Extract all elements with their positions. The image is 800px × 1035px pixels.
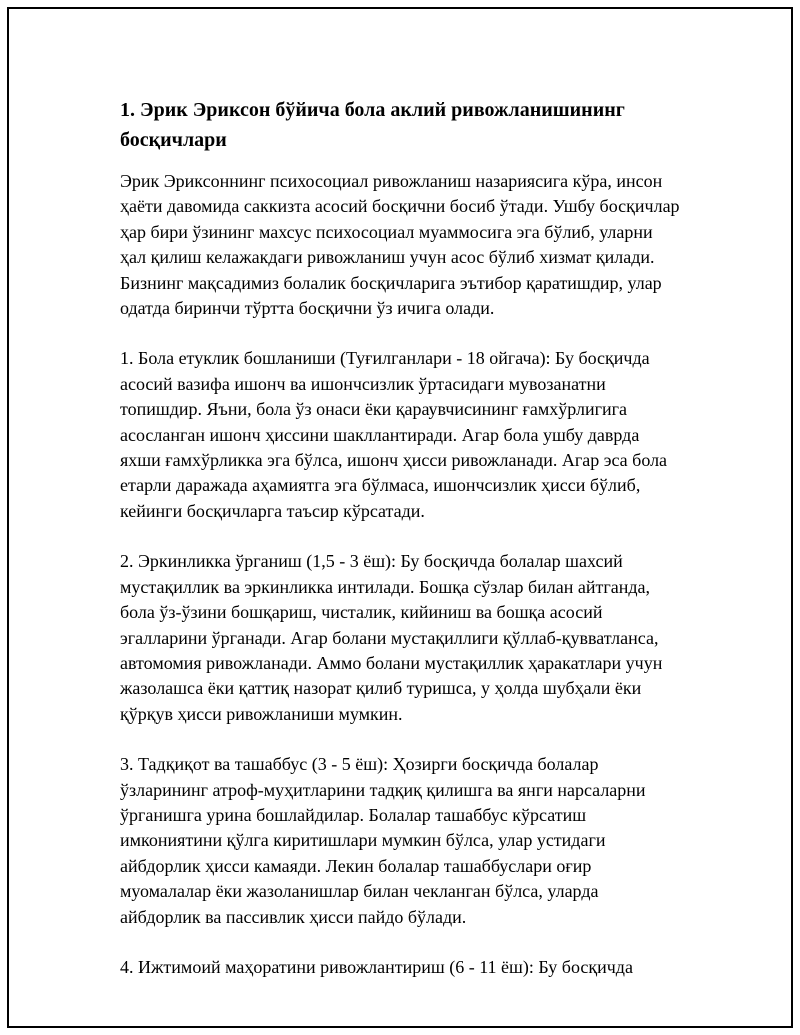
paragraph-stage-4: 4. Ижтимоий маҳоратини ривожлантириш (6 - 11 ёш): Бу босқичда <box>120 956 633 977</box>
paragraph-stage-1: 1. Бола етуклик бошланиши (Туғилганлари - 18 ойгача): Бу босқичда асосий вазифа ишонч ва ишончсизлик ўртасидаги мувозанатни топишдир. Яъни, бола ўз онаси ёки қараувчисининг ғамхўрлигига асосланган ишонч ҳиссини шакллантиради. Агар бола ушбу даврда яхши ғамхўрликка эга бўлса, ишонч ҳисси ривожланади. Агар эса бола етарли даражада аҳамиятга эга бўлмаса, ишончсизлик ҳисси бўлиб, кейинги босқичларга таъсир кўрсатади. <box>120 348 668 521</box>
paragraph-stage-3: 3. Тадқиқот ва ташаббус (3 - 5 ёш): Ҳозирги босқичда болалар ўзларининг атроф-муҳитларини тадқиқ қилишга ва янги нарсаларни ўрганишга урина бошлайдилар. Болалар ташаббус кўрсатиш имкониятини қўлга киритишлари мумкин бўлса, улар устидаги айбдорлик ҳисси камаяди. Лекин болалар ташаббуслари оғир муомалалар ёки жазоланишлар билан чекланган бўлса, уларда айбдорлик ва пассивлик ҳисси пайдо бўлади. <box>120 754 646 927</box>
document-body <box>120 95 680 1005</box>
page-frame <box>7 7 793 1028</box>
document-title: 1. Эрик Эриксон бўйича бола аклий ривожланишининг босқичлари <box>120 99 625 151</box>
paragraph-stage-2: 2. Эркинликка ўрганиш (1,5 - 3 ёш): Бу босқичда болалар шахсий мустақиллик ва эркинликка интилади. Бошқа сўзлар билан айтганда, бола ўз-ўзини бошқариш, чисталик, кийиниш ва бошқа асосий эгалларини ўрганади. Агар болани мустақиллиги қўллаб-қувватланса, автомомия ривожланади. Аммо болани мустақиллик ҳаракатлари учун жазолашса ёки қаттиқ назорат қилиб туришса, у ҳолда шубҳали ёки қўрқув ҳисси ривожланиши мумкин. <box>120 551 663 724</box>
paragraph-intro: Эрик Эриксоннинг психосоциал ривожланиш назариясига кўра, инсон ҳаёти давомида саккизта асосий босқични босиб ўтади. Ушбу босқичлар ҳар бири ўзининг махсус психосоциал муаммосига эга бўлиб, уларни ҳал қилиш келажакдаги ривожланиш учун асос бўлиб хизмат қилади. Бизнинг мақсадимиз болалик босқичларига эътибор қаратишдир, улар одатда биринчи тўртта босқични ўз ичига олади. <box>120 171 680 319</box>
